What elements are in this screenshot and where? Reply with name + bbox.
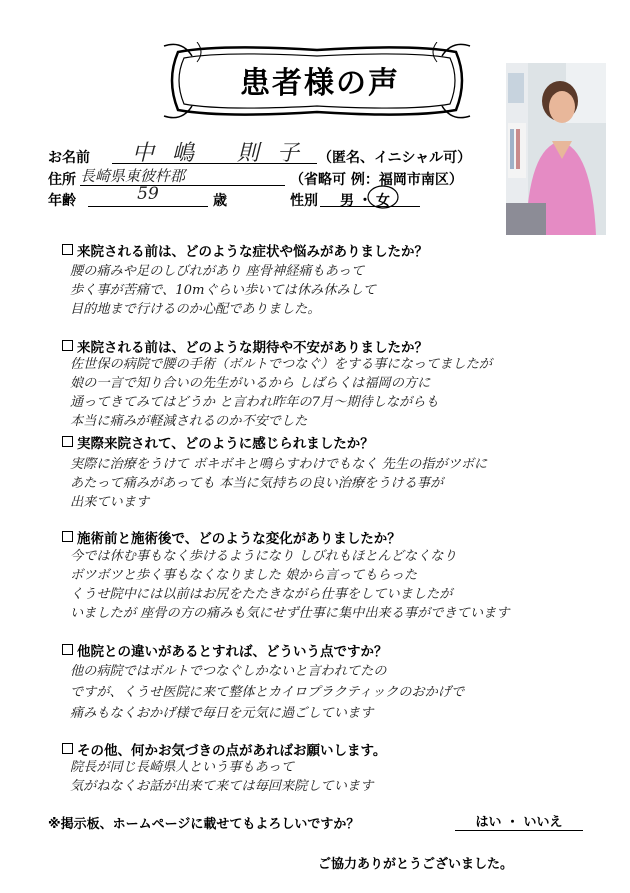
answer-6-line-2: 気がねなくお話が出来て来ては毎回来院しています [70,779,374,794]
answer-6-line-1: 院長が同じ長崎県人という事もあって [70,760,295,775]
question-2: 来院される前は、どのような期待や不安がありましたか？ [62,336,428,356]
answer-5-line-2: ですが、くうせ医院に来て整体とカイロプラクティックのおかげで [70,685,465,700]
patient-photo-image [506,63,606,235]
answer-4-line-3: くうせ院中には以前はお尻をたたきながら仕事をしていましたが [70,587,453,602]
age-label: 年齢 [48,193,76,209]
checkbox-icon [62,644,73,655]
question-4: 施術前と施術後で、どのような変化がありましたか？ [62,527,401,547]
patient-photo [506,63,606,235]
name-label: お名前 [48,150,90,166]
address-value: 長崎県東彼杵郡 [80,165,285,186]
question-1: 来院される前は、どのような症状や悩みがありましたか？ [62,240,428,260]
question-6: その他、何かお気づきの点があればお願いします。 [62,739,386,759]
gender-female: 女 [376,193,390,209]
answer-5-line-3: 痛みもなくおかげ様で毎日を元気に過ごしています [70,706,374,721]
checkbox-icon [62,340,73,351]
consent-answer: はい ・ いいえ [475,815,563,830]
address-note: （省略可 例：福岡市南区） [290,172,463,188]
checkbox-icon [62,531,73,542]
answer-1-line-1: 腰の痛みや足のしびれがあり 座骨神経痛もあって [70,264,365,279]
checkbox-icon [62,743,73,754]
gender-label: 性別 [290,193,318,209]
name-note: （匿名、イニシャル可） [318,150,472,166]
answer-3-line-1: 実際に治療をうけて ボキボキと鳴らすわけでもなく 先生の指がツボに [70,457,488,472]
question-5: 他院との違いがあるとすれば、どういう点ですか？ [62,640,388,660]
age-unit: 歳 [213,193,227,209]
name-value: 中嶋 則子 [112,136,317,164]
answer-2-line-4: 本当に痛みが軽減されるのか不安でした [70,414,308,429]
answer-1-line-2: 歩く事が苦痛で、10mぐらい歩いては休み休みして [70,283,376,298]
gender-underline [320,206,420,207]
closing-message: ご協力ありがとうございました。 [318,857,514,872]
consent-underline [455,830,583,831]
answer-4-line-2: ボツボツと歩く事もなくなりました 娘から言ってもらった [70,568,418,583]
answer-1-line-3: 目的地まで行けるのか心配でありました。 [70,302,321,317]
answer-4-line-1: 今では休む事もなく歩けるようになり しびれもほとんどなくなり [70,549,457,564]
answer-3-line-3: 出来ています [70,495,150,510]
answer-2-line-2: 娘の一言で知り合いの先生がいるから しばらくは福岡の方に [70,376,431,391]
gender-male: 男 [340,193,354,209]
page-title: 患者様の声 [240,66,400,101]
answer-2-line-3: 通ってきてみてはどうか と言われ昨年の7月～期待しながらも [70,395,439,410]
checkbox-icon [62,436,73,447]
answer-5-line-1: 他の病院ではボルトでつなぐしかないと言われてたの [70,664,387,679]
answer-4-line-4: いましたが 座骨の方の痛みも気にせず仕事に集中出来る事ができています [70,606,510,621]
answer-2-line-1: 佐世保の病院で腰の手術（ボルトでつなぐ）をする事になってましたが [70,357,492,372]
consent-question: ※掲示板、ホームページに載せてもよろしいですか？ [48,817,360,832]
address-label: 住所 [48,172,76,188]
gender-separator: ・ [358,193,372,209]
checkbox-icon [62,244,73,255]
age-value: 59 [88,184,208,207]
answer-3-line-2: あたって痛みがあっても 本当に気持ちの良い治療をうける事が [70,476,444,491]
question-3: 実際来院されて、どのように感じられましたか？ [62,432,374,452]
